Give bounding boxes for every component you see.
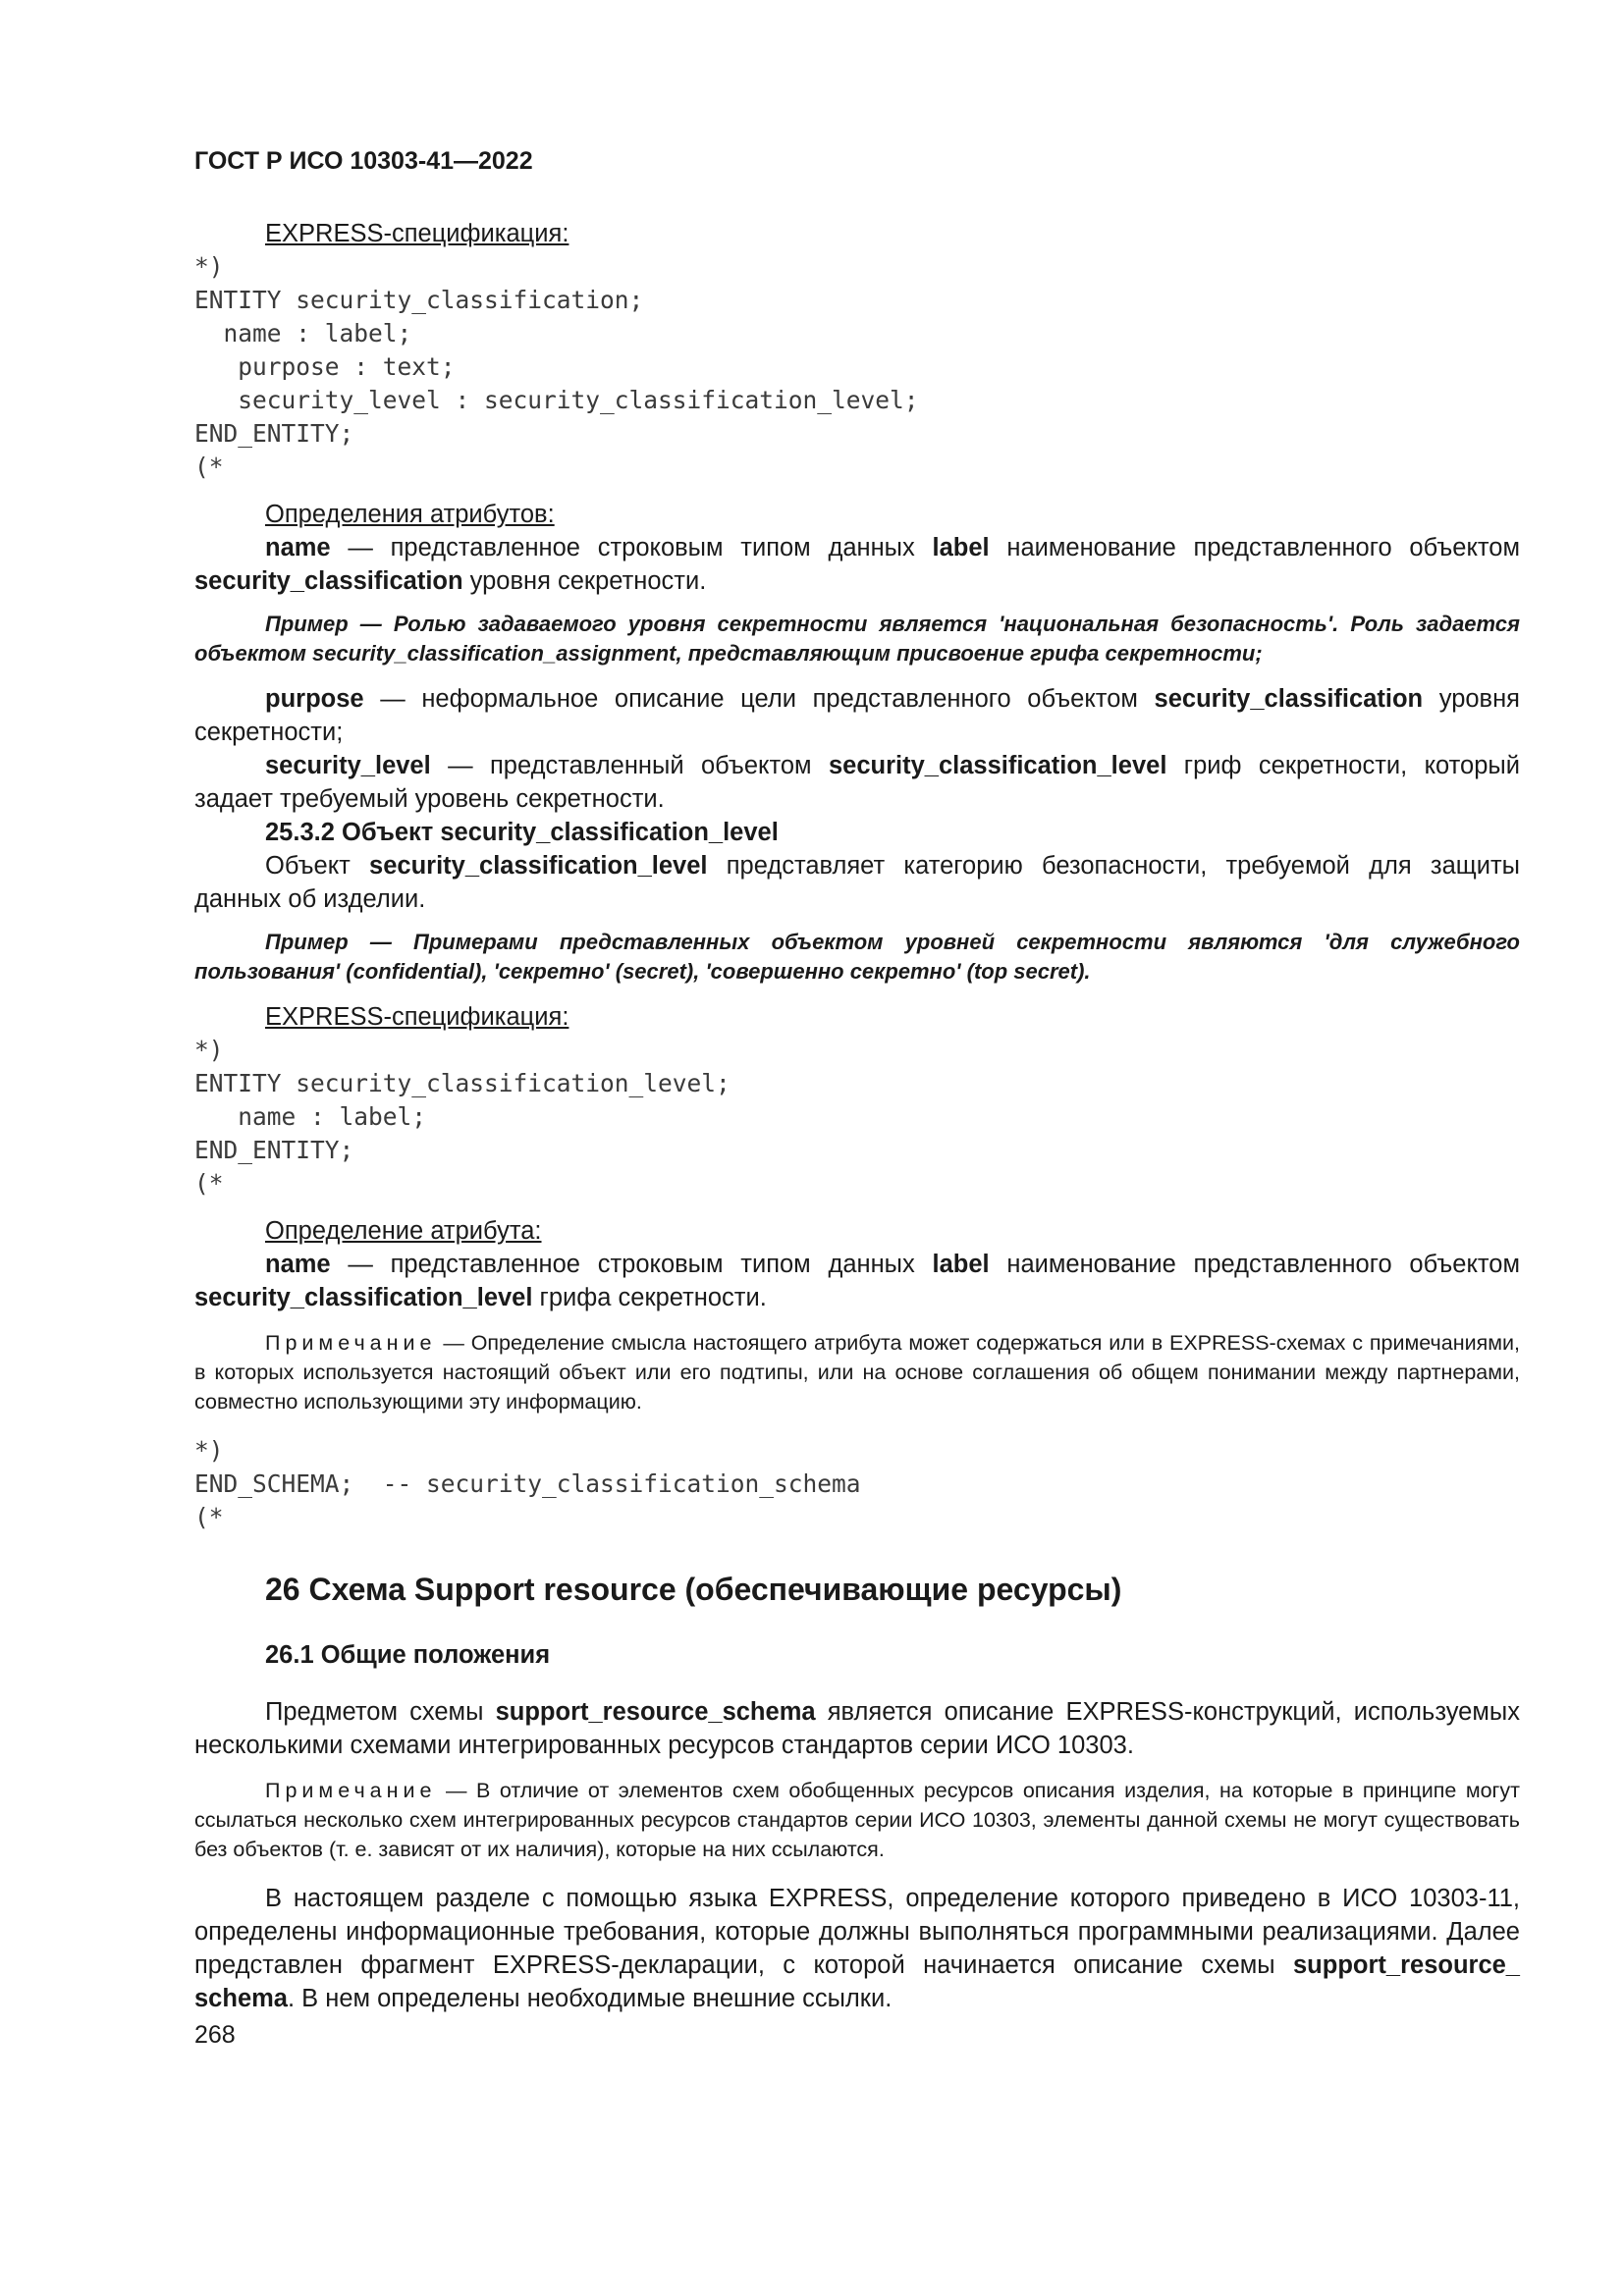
note-support-resource: Примечание — В отличие от элементов схем обобщенных ресурсов описания изделия, на которые в принципе могут ссылаться несколько схем интегрированных ресурсов стандартов серии ИСО 10303, элементы данной схемы не могут существовать без объектов (т. е. зависят от их наличия), которые на них ссылаются. [194, 1779, 1520, 1861]
express-code-security-classification-level: *) ENTITY security_classification_level; name : label; END_ENTITY; (* [194, 1036, 731, 1198]
section-26-title: 26 Схема Support resource (обеспечивающие ресурсы) [265, 1572, 1122, 1607]
section-25-3-2-title: 25.3.2 Объект security_classification_level [265, 819, 779, 846]
section-26-paragraph-express: В настоящем разделе с помощью языка EXPRESS, определение которого приведено в ИСО 10303-11, определены информационные требования, которые должны выполняться программными реализациями. Далее представлен фрагмент EXPRESS-декларации, с которой начинается описание схемы support_resource_ schema. В нем определены необходимые внешние ссылки. [194, 1885, 1520, 2012]
page-number: 268 [194, 2021, 236, 2049]
definition-name: name — представленное строковым типом данных label наименование представленного объектом security_classification уровня секретности. [194, 534, 1520, 595]
note-attribute-meaning: Примечание — Определение смысла настоящего атрибута может содержаться или в EXPRESS-схемах с примечаниями, в которых используется настоящий объект или его подтипы, или на основе соглашения об общем понимании между партнерами, совместно использующими эту информацию. [194, 1331, 1520, 1414]
definition-security-level: security_level — представленный объектом security_classification_level гриф секретности, который задает требуемый уровень секретности. [194, 752, 1520, 813]
section-26-1-paragraph: Предметом схемы support_resource_schema является описание EXPRESS-конструкций, используемых несколькими схемами интегрированных ресурсов стандартов серии ИСО 10303. [194, 1698, 1520, 1759]
document-header: ГОСТ Р ИСО 10303-41—2022 [194, 147, 533, 175]
definition-level-name: name — представленное строковым типом данных label наименование представленного объектом security_classification_level грифа секретности. [194, 1251, 1520, 1311]
attribute-definition-label: Определение атрибута: [265, 1217, 542, 1245]
example-levels: Пример — Примерами представленных объектом уровней секретности являются 'для служебного пользования' (confidential), 'секретно' (secret), 'совершенно секретно' (top secret). [194, 930, 1520, 984]
express-spec-label: EXPRESS-спецификация: [265, 1003, 569, 1031]
section-26-1-title: 26.1 Общие положения [265, 1641, 551, 1669]
section-25-3-2-text: Объект security_classification_level представляет категорию безопасности, требуемой для защиты данных об изделии. [194, 852, 1520, 913]
attribute-definitions-label: Определения атрибутов: [265, 501, 555, 528]
document-page [194, 147, 1520, 2050]
express-code-security-classification: *) ENTITY security_classification; name : label; purpose : text; security_level : security_classification_level; END_ENTITY; (* [194, 252, 919, 481]
example-role: Пример — Ролью задаваемого уровня секретности является 'национальная безопасность'. Роль задается объектом security_classification_assignment, представляющим присвоение грифа секретности; [194, 612, 1520, 666]
express-spec-label: EXPRESS-спецификация: [265, 220, 569, 247]
express-code-end-schema: *) END_SCHEMA; -- security_classification_schema (* [194, 1436, 861, 1531]
definition-purpose: purpose — неформальное описание цели представленного объектом security_classification уровня секретности; [194, 685, 1520, 746]
